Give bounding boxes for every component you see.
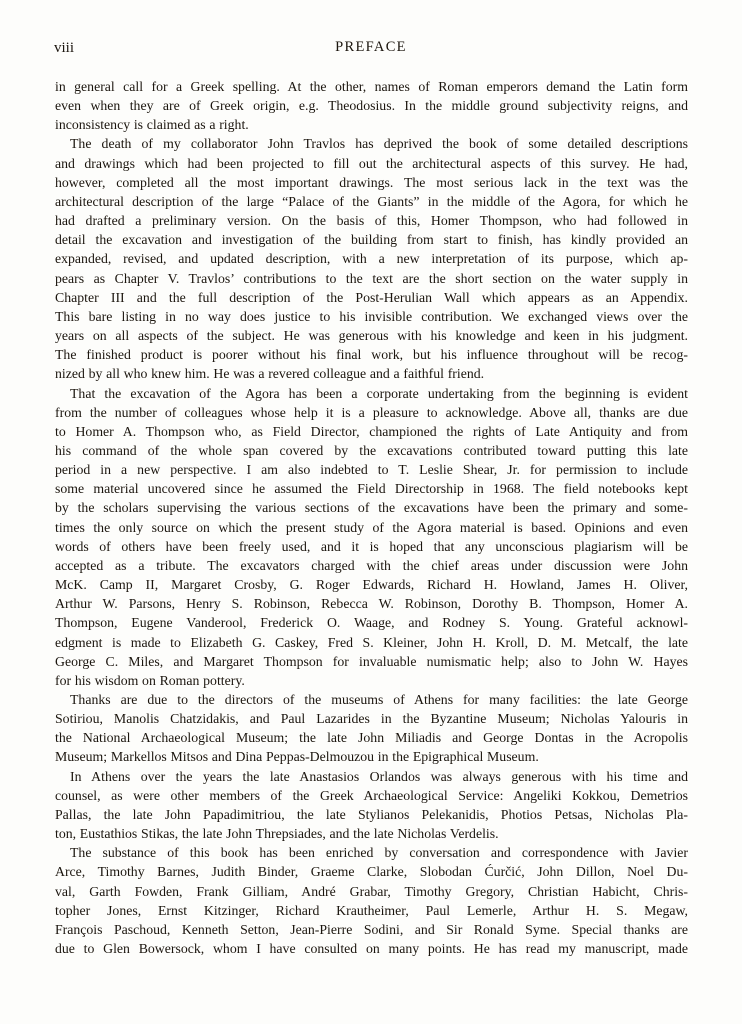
text-line: architectural description of the large “Palace of the Giants” in the middle of the Agora, for which he (55, 193, 688, 209)
text-line: Museum; Markellos Mitsos and Dina Peppas-Delmouzou in the Epigraphical Museum. (55, 749, 539, 765)
text-line: times the only source on which the present study of the Agora material is based. Opinions and even (55, 519, 688, 535)
text-line: This bare listing in no way does justice to his invisible contribution. We exchanged views over the (55, 308, 688, 324)
text-line: Arthur W. Parsons, Henry S. Robinson, Rebecca W. Robinson, Dorothy B. Thompson, Homer A. (55, 596, 688, 612)
text-line: Arce, Timothy Barnes, Judith Binder, Graeme Clarke, Slobodan Ćurčić, John Dillon, Noel Du- (55, 864, 688, 880)
text-line: val, Garth Fowden, Frank Gilliam, André Grabar, Timothy Gregory, Christian Habicht, Chris- (55, 883, 688, 899)
text-line: by the scholars supervising the various sections of the excavations have been the primary and some- (55, 500, 688, 516)
text-line: Pallas, the late John Papadimitriou, the late Stylianos Pelekanidis, Photios Petsas, Nicholas Pla- (55, 806, 688, 822)
text-line: topher Jones, Ernst Kitzinger, Richard Krautheimer, Paul Lemerle, Arthur H. S. Megaw, (55, 902, 688, 918)
text-line: years on all aspects of the subject. He was generous with his knowledge and keen in his judgment. (55, 328, 688, 344)
text-line: however, completed all the most important drawings. The most serious lack in the text was the (55, 174, 688, 190)
paragraph (55, 767, 688, 844)
text-line: François Paschoud, Kenneth Setton, Jean-Pierre Sodini, and Sir Ronald Syme. Special thanks are (55, 921, 688, 937)
text-line: In Athens over the years the late Anastasios Orlandos was always generous with his time and (70, 768, 688, 784)
text-line: from the number of colleagues whose help it is a pleasure to acknowledge. Above all, thanks are due (55, 404, 688, 420)
text-line: accepted as a tribute. The excavators charged with the chief areas under discussion were John (55, 557, 688, 573)
page-title: PREFACE (335, 39, 407, 55)
text-line: counsel, as were other members of the Greek Archaeological Service: Angeliki Kokkou, Demetrios (55, 787, 688, 803)
text-line: The substance of this book has been enriched by conversation and correspondence with Javier (70, 845, 688, 861)
text-line: inconsistency is claimed as a right. (55, 117, 249, 133)
text-line: some material uncovered since he assumed the Field Directorship in 1968. The field notebooks kept (55, 481, 688, 497)
text-line: and drawings which had been projected to fill out the architectural aspects of this survey. He had, (55, 155, 688, 171)
paragraph (55, 690, 688, 767)
text-line: detail the excavation and investigation of the building from start to finish, has kindly provided an (55, 232, 688, 248)
text-line: McK. Camp II, Margaret Crosby, G. Roger Edwards, Richard H. Howland, James H. Oliver, (55, 577, 688, 593)
paragraph (55, 384, 688, 691)
text-line: That the excavation of the Agora has been a corporate undertaking from the beginning is evident (70, 385, 688, 401)
text-line: words of others have been freely used, and it is hoped that any unconscious plagiarism will be (55, 538, 688, 554)
paragraph (55, 134, 688, 383)
text-line: his command of the whole span covered by the excavations contributed toward putting this late (55, 442, 688, 458)
text-line: The death of my collaborator John Travlos has deprived the book of some detailed descriptions (70, 136, 688, 152)
text-line: edgment is made to Elizabeth G. Caskey, Fred S. Kleiner, John H. Kroll, D. M. Metcalf, the late (55, 634, 688, 650)
page-number: viii (54, 40, 75, 56)
text-line: due to Glen Bowersock, whom I have consulted on many points. He has read my manuscript, made (55, 941, 688, 957)
text-line: expanded, revised, and updated description, with a new interpretation of its purpose, which ap- (55, 251, 688, 267)
paragraph (55, 843, 688, 958)
text-line: even when they are of Greek origin, e.g. Theodosius. In the middle ground subjectivity reigns, and (55, 98, 688, 114)
running-head (0, 38, 742, 58)
text-line: period in a new perspective. I am also indebted to T. Leslie Shear, Jr. for permission to include (55, 462, 688, 478)
text-line: to Homer A. Thompson who, as Field Director, championed the rights of Late Antiquity and from (55, 423, 688, 439)
text-line: nized by all who knew him. He was a revered colleague and a faithful friend. (55, 366, 485, 382)
paragraph (55, 77, 688, 134)
text-line: had drafted a preliminary version. On the basis of this, Homer Thompson, who had followed in (55, 213, 688, 229)
text-line: George C. Miles, and Margaret Thompson for invaluable numismatic help; also to John W. Hayes (55, 653, 688, 669)
text-line: Sotiriou, Manolis Chatzidakis, and Paul Lazarides in the Byzantine Museum; Nicholas Yalouris in (55, 711, 688, 727)
text-line: for his wisdom on Roman pottery. (55, 672, 245, 688)
text-line: ton, Eustathios Stikas, the late John Threpsiades, and the late Nicholas Verdelis. (55, 826, 499, 842)
text-line: Chapter III and the full description of the Post-Herulian Wall which appears as an Appendix. (55, 289, 688, 305)
text-line: in general call for a Greek spelling. At the other, names of Roman emperors demand the Latin form (55, 79, 688, 94)
text-line: the National Archaeological Museum; the late John Miliadis and George Dontas in the Acropolis (55, 730, 688, 746)
text-line: pears as Chapter V. Travlos’ contributions to the text are the short section on the water supply in (55, 270, 688, 286)
text-line: Thanks are due to the directors of the museums of Athens for many facilities: the late George (70, 692, 688, 707)
text-line: Thompson, Eugene Vanderool, Frederick O. Waage, and Rodney S. Young. Grateful acknowl- (55, 615, 688, 631)
page-body (55, 77, 688, 958)
text-line: The finished product is poorer without his final work, but his influence throughout will be recog- (55, 347, 688, 363)
